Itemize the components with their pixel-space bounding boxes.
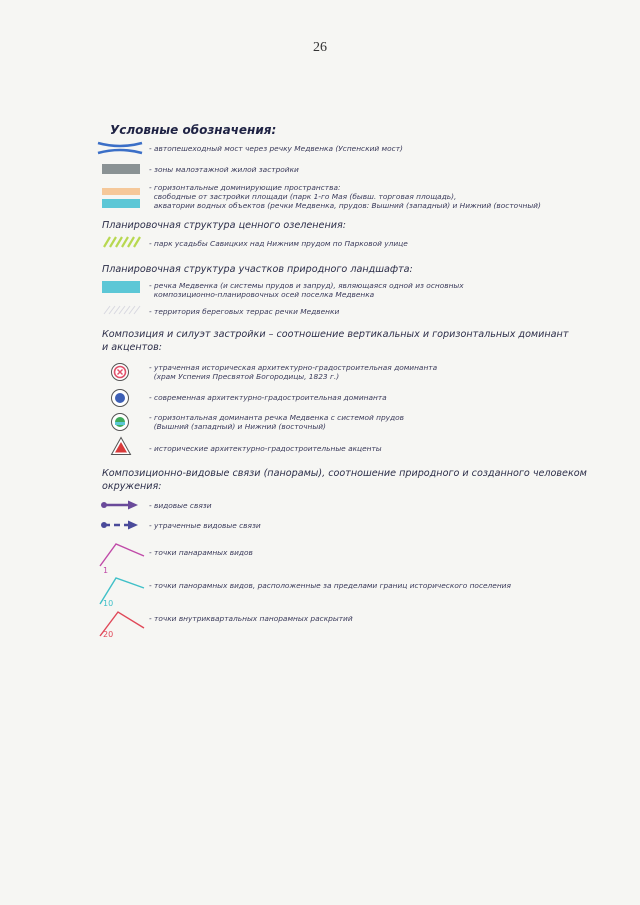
park-hatch-symbol <box>102 236 142 248</box>
section-title-views-line1: Композиционно-видовые связи (панорамы), соотношение природного и созданного человеком <box>102 468 587 479</box>
legend-item-view-links: - видовые связи <box>149 501 212 510</box>
legend-item-accents: - исторические архитектурно-градостроительные акценты <box>149 444 382 453</box>
inner-panorama-point-icon <box>96 606 148 646</box>
housing-zone-symbol <box>102 164 140 174</box>
water-area-symbol <box>102 199 140 208</box>
bridge-symbol <box>96 139 144 157</box>
section-title-composition-line2: и акцентов: <box>102 342 163 353</box>
modern-dominant-icon <box>110 388 130 408</box>
legend-item-lost-views: - утраченные видовые связи <box>149 521 261 530</box>
horizontal-dominant-icon <box>110 412 130 432</box>
section-title-landscape: Планировочная структура участков природного ландшафта: <box>102 264 413 275</box>
legend-item-modern-dominant: - современная архитектурно-градостроительная доминанта <box>149 393 387 402</box>
legend-item-panorama-points: - точки панарамных видов <box>149 548 253 557</box>
terrace-hatch-symbol <box>102 305 142 315</box>
legend-item-horizontal-spaces: - горизонтальные доминирующие пространства: свободные от застройки площади (парк 1-го Мая (бывш. торговая площадь), акватории водных объектов (речки Медвенка, прудов: Вышний (западный) и Нижний (восточный) <box>149 183 541 210</box>
panorama-number-20: 20 <box>103 630 114 639</box>
section-title-composition-line1: Композиция и силуэт застройки – соотношение вертикальных и горизонтальных доминант <box>102 329 569 340</box>
page-number: 26 <box>313 40 327 55</box>
legend-item-panorama-outside: - точки панорамных видов, расположенные за пределами границ исторического поселения <box>149 581 511 590</box>
legend-title: Условные обозначения: <box>110 123 277 137</box>
square-symbol <box>102 188 140 195</box>
section-title-greening: Планировочная структура ценного озеленения: <box>102 220 346 231</box>
legend-item-park: - парк усадьбы Савицких над Нижним прудом по Парковой улице <box>149 239 408 248</box>
view-link-arrow-icon <box>100 499 140 511</box>
legend-item-inner-panorama: - точки внутриквартальных панорамных раскрытий <box>149 614 353 623</box>
lost-view-arrow-icon <box>100 519 140 531</box>
accent-triangle-icon <box>110 436 132 456</box>
panorama-number-1: 1 <box>103 566 109 575</box>
lost-dominant-icon <box>110 362 130 382</box>
legend-item-horizontal-dominant: - горизонтальная доминанта речка Медвенка с системой прудов (Вышний (западный) и Нижний (восточный) <box>149 413 405 431</box>
legend-item-river: - речка Медвенка (и системы прудов и запруд), являющаяся одной из основных композиционно-планировочных осей поселка Медвенка <box>149 281 464 299</box>
river-symbol <box>102 281 140 293</box>
legend-item-bridge: - автопешеходный мост через речку Медвенка (Успенский мост) <box>149 144 403 153</box>
legend-item-terraces: - территория береговых террас речки Медвенки <box>149 307 340 316</box>
panorama-number-10: 10 <box>103 599 114 608</box>
section-title-views-line2: окружения: <box>102 481 162 492</box>
legend-item-housing: - зоны малоэтажной жилой застройки <box>149 165 299 174</box>
legend-item-lost-dominant: - утраченная историческая архитектурно-градостроительная доминанта (храм Успения Пресвятой Богородицы, 1823 г.) <box>149 363 438 381</box>
